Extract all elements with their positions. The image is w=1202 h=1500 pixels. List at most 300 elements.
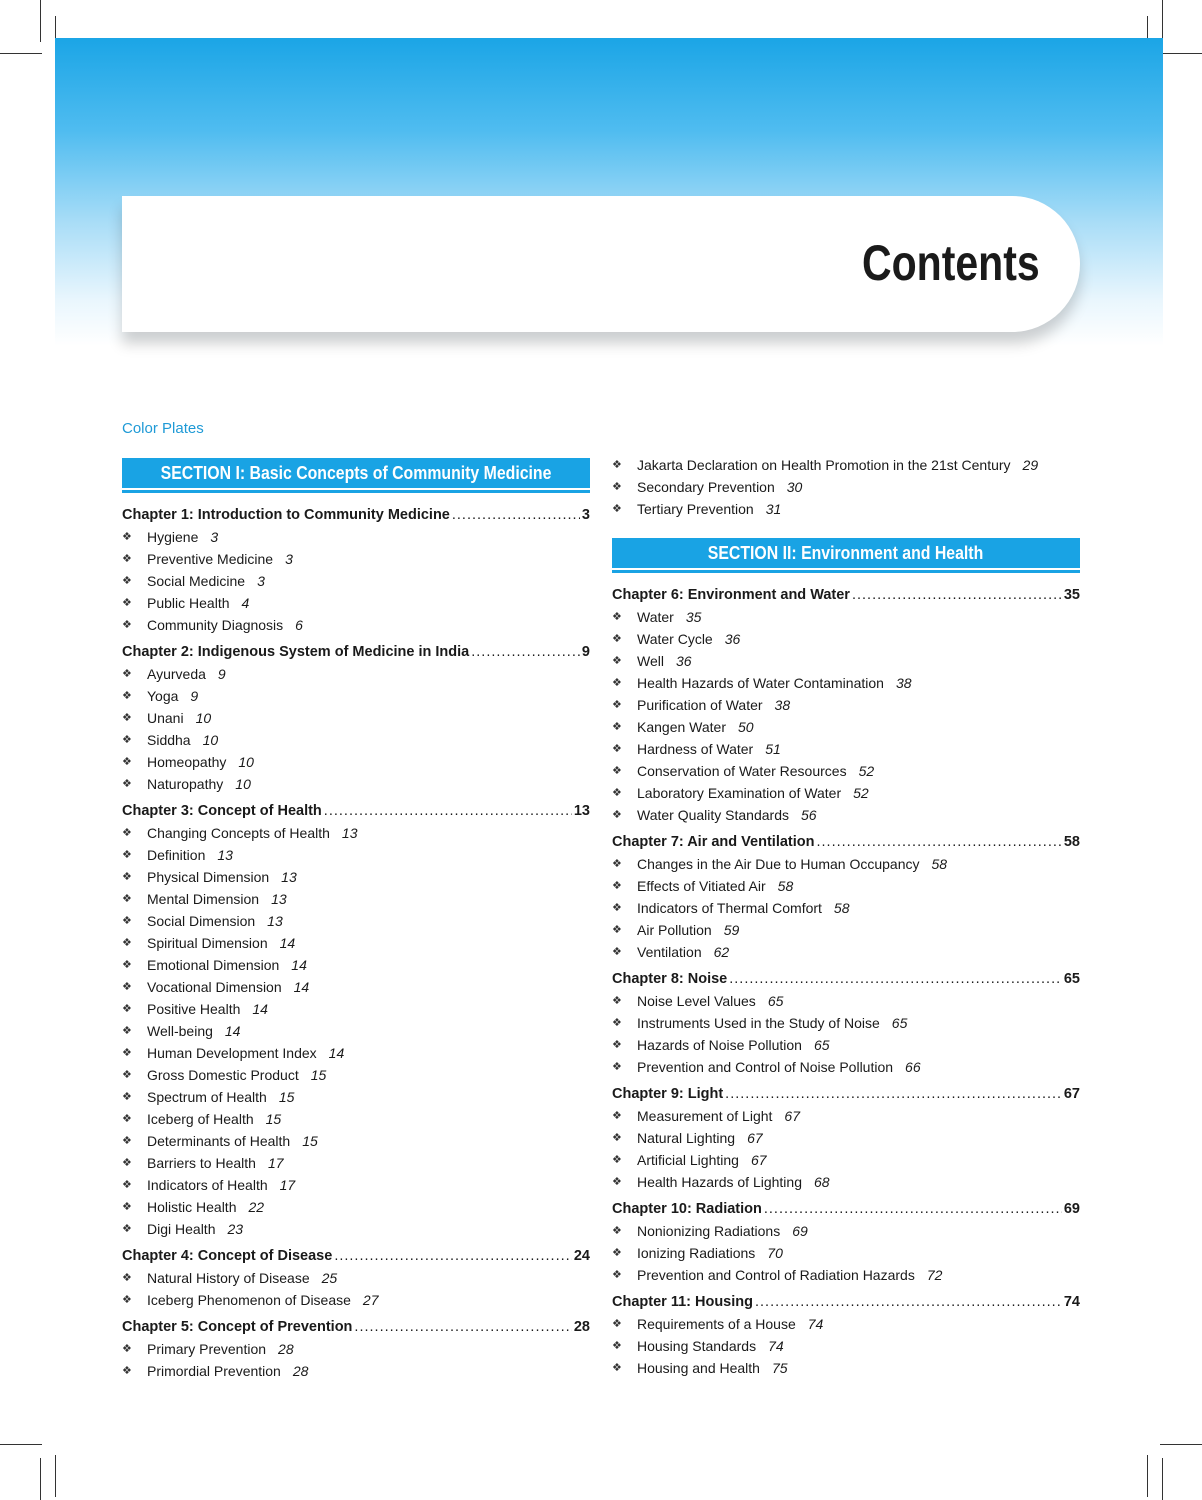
toc-item[interactable] bbox=[612, 853, 1080, 875]
toc-item-title: Indicators of Thermal Comfort bbox=[637, 900, 822, 916]
toc-item[interactable] bbox=[122, 773, 590, 795]
toc-item[interactable] bbox=[612, 760, 1080, 782]
toc-item-page: 13 bbox=[267, 913, 283, 929]
toc-item-title: Nonionizing Radiations bbox=[637, 1223, 781, 1239]
toc-item[interactable] bbox=[612, 990, 1080, 1012]
toc-item[interactable] bbox=[122, 1174, 590, 1196]
bullet-icon: ❖ bbox=[122, 1157, 132, 1169]
bullet-icon: ❖ bbox=[612, 503, 622, 515]
bullet-icon: ❖ bbox=[122, 1223, 132, 1235]
bullet-icon: ❖ bbox=[122, 1294, 132, 1306]
toc-item-title: Spiritual Dimension bbox=[147, 935, 268, 951]
bullet-icon: ❖ bbox=[122, 915, 132, 927]
bullet-icon: ❖ bbox=[122, 668, 132, 680]
toc-item[interactable] bbox=[122, 844, 590, 866]
bullet-icon: ❖ bbox=[612, 858, 622, 870]
bullet-icon: ❖ bbox=[612, 699, 622, 711]
toc-item[interactable] bbox=[122, 1020, 590, 1042]
toc-item[interactable] bbox=[612, 694, 1080, 716]
toc-item[interactable] bbox=[612, 875, 1080, 897]
dot-leader bbox=[729, 968, 1062, 990]
chapter-title: Chapter 6: Environment and Water bbox=[612, 587, 850, 603]
toc-item[interactable] bbox=[122, 1064, 590, 1086]
toc-item-page: 59 bbox=[723, 922, 740, 938]
crop-mark bbox=[1160, 53, 1202, 54]
toc-item-page: 38 bbox=[774, 697, 791, 713]
toc-item-page: 6 bbox=[295, 617, 303, 633]
toc-item-title: Conservation of Water Resources bbox=[637, 763, 847, 779]
toc-item-page: 74 bbox=[768, 1338, 784, 1354]
toc-item-page: 13 bbox=[217, 847, 233, 863]
toc-item-page: 10 bbox=[195, 710, 212, 726]
bullet-icon: ❖ bbox=[612, 880, 622, 892]
chapter-page: 13 bbox=[573, 803, 590, 819]
toc-item[interactable] bbox=[122, 1152, 590, 1174]
crop-mark bbox=[0, 1444, 42, 1445]
toc-item-title: Jakarta Declaration on Health Promotion in the 21st Century bbox=[637, 457, 1011, 473]
crop-mark bbox=[40, 1458, 41, 1500]
toc-item-title: Primary Prevention bbox=[147, 1341, 267, 1357]
toc-item[interactable] bbox=[122, 976, 590, 998]
toc-item-title: Definition bbox=[147, 847, 206, 863]
toc-item-page: 50 bbox=[737, 719, 754, 735]
toc-item-page: 3 bbox=[285, 551, 293, 567]
toc-item-title: Water Cycle bbox=[637, 631, 713, 647]
toc-item-page: 15 bbox=[265, 1111, 282, 1127]
toc-item[interactable] bbox=[122, 1042, 590, 1064]
toc-item-page: 13 bbox=[281, 869, 297, 885]
toc-item-title: Social Dimension bbox=[147, 913, 256, 929]
toc-item-title: Measurement of Light bbox=[637, 1108, 773, 1124]
toc-item[interactable] bbox=[612, 941, 1080, 963]
toc-item-page: 14 bbox=[293, 979, 310, 995]
bullet-icon: ❖ bbox=[122, 734, 132, 746]
crop-mark bbox=[1147, 1455, 1148, 1497]
bullet-icon: ❖ bbox=[612, 1269, 622, 1281]
toc-item[interactable] bbox=[612, 1149, 1080, 1171]
toc-item[interactable] bbox=[612, 1012, 1080, 1034]
toc-item[interactable] bbox=[612, 672, 1080, 694]
toc-item[interactable] bbox=[612, 1313, 1080, 1335]
crop-mark bbox=[1162, 1458, 1163, 1500]
toc-item-page: 14 bbox=[291, 957, 307, 973]
chapter-page: 58 bbox=[1063, 834, 1080, 850]
chapter-page: 65 bbox=[1063, 971, 1080, 987]
toc-item-page: 51 bbox=[765, 741, 781, 757]
dot-leader bbox=[817, 831, 1062, 853]
toc-item-page: 70 bbox=[767, 1245, 783, 1261]
bullet-icon: ❖ bbox=[612, 1340, 622, 1352]
bullet-icon: ❖ bbox=[122, 1179, 132, 1191]
toc-item-title: Homeopathy bbox=[147, 754, 227, 770]
chapter-title: Chapter 5: Concept of Prevention bbox=[122, 1319, 353, 1335]
toc-item[interactable] bbox=[612, 1056, 1080, 1078]
toc-item[interactable] bbox=[612, 1357, 1080, 1379]
bullet-icon: ❖ bbox=[122, 553, 132, 565]
toc-item[interactable] bbox=[122, 998, 590, 1020]
toc-item-title: Spectrum of Health bbox=[147, 1089, 267, 1105]
toc-item-page: 15 bbox=[302, 1133, 318, 1149]
bullet-icon: ❖ bbox=[122, 712, 132, 724]
toc-item[interactable] bbox=[612, 738, 1080, 760]
section-header bbox=[122, 458, 590, 490]
toc-item[interactable] bbox=[122, 954, 590, 976]
toc-item-title: Siddha bbox=[147, 732, 191, 748]
toc-item-title: Holistic Health bbox=[147, 1199, 237, 1215]
title-panel bbox=[122, 196, 1080, 332]
bullet-icon: ❖ bbox=[122, 1343, 132, 1355]
toc-item-title: Requirements of a House bbox=[637, 1316, 796, 1332]
toc-item-title: Ventilation bbox=[637, 944, 702, 960]
dot-leader bbox=[852, 584, 1062, 606]
chapter-title: Chapter 1: Introduction to Community Medicine bbox=[122, 507, 450, 523]
bullet-icon: ❖ bbox=[122, 690, 132, 702]
toc-item[interactable] bbox=[122, 1130, 590, 1152]
toc-item-title: Yoga bbox=[147, 688, 179, 704]
toc-item-title: Physical Dimension bbox=[147, 869, 270, 885]
toc-item-title: Iceberg of Health bbox=[147, 1111, 254, 1127]
toc-item-title: Natural History of Disease bbox=[147, 1270, 310, 1286]
bullet-icon: ❖ bbox=[612, 1318, 622, 1330]
chapter-title: Chapter 11: Housing bbox=[612, 1294, 753, 1310]
bullet-icon: ❖ bbox=[122, 597, 132, 609]
toc-item-page: 14 bbox=[224, 1023, 241, 1039]
bullet-icon: ❖ bbox=[612, 924, 622, 936]
toc-item-title: Instruments Used in the Study of Noise bbox=[637, 1015, 880, 1031]
bullet-icon: ❖ bbox=[612, 1225, 622, 1237]
bullet-icon: ❖ bbox=[122, 619, 132, 631]
chapter-entry[interactable] bbox=[122, 800, 590, 822]
chapter-entry[interactable] bbox=[612, 831, 1080, 853]
toc-item-title: Natural Lighting bbox=[637, 1130, 736, 1146]
toc-item[interactable] bbox=[122, 592, 590, 614]
toc-item[interactable] bbox=[612, 628, 1080, 650]
dot-leader bbox=[334, 1245, 572, 1267]
toc-item-title: Well-being bbox=[147, 1023, 213, 1039]
chapter-title: Chapter 8: Noise bbox=[612, 971, 728, 987]
chapter-entry[interactable] bbox=[612, 584, 1080, 606]
page-title: Contents bbox=[862, 235, 1040, 291]
toc-item-page: 15 bbox=[278, 1089, 295, 1105]
toc-item-title: Emotional Dimension bbox=[147, 957, 280, 973]
toc-item[interactable] bbox=[122, 707, 590, 729]
chapter-title: Chapter 10: Radiation bbox=[612, 1201, 762, 1217]
bullet-icon: ❖ bbox=[612, 721, 622, 733]
toc-item[interactable] bbox=[612, 606, 1080, 628]
toc-item-title: Effects of Vitiated Air bbox=[637, 878, 766, 894]
crop-mark bbox=[1160, 1444, 1202, 1445]
dot-leader bbox=[755, 1291, 1062, 1313]
toc-item-title: Positive Health bbox=[147, 1001, 241, 1017]
chapter-page: 74 bbox=[1063, 1294, 1080, 1310]
toc-item[interactable] bbox=[122, 932, 590, 954]
bullet-icon: ❖ bbox=[612, 809, 622, 821]
toc-item-title: Naturopathy bbox=[147, 776, 224, 792]
toc-item-page: 13 bbox=[341, 825, 358, 841]
crop-mark bbox=[55, 1455, 56, 1497]
bullet-icon: ❖ bbox=[612, 1132, 622, 1144]
bullet-icon: ❖ bbox=[612, 1154, 622, 1166]
toc-item-page: 29 bbox=[1022, 457, 1039, 473]
toc-item-page: 9 bbox=[217, 666, 226, 682]
toc-item[interactable] bbox=[122, 729, 590, 751]
toc-item-title: Primordial Prevention bbox=[147, 1363, 281, 1379]
bullet-icon: ❖ bbox=[122, 1365, 132, 1377]
bullet-icon: ❖ bbox=[122, 849, 132, 861]
toc-item[interactable] bbox=[612, 804, 1080, 826]
toc-item-page: 67 bbox=[750, 1152, 767, 1168]
toc-item-page: 35 bbox=[685, 609, 702, 625]
toc-item-title: Unani bbox=[147, 710, 184, 726]
dot-leader bbox=[324, 800, 572, 822]
toc-item-page: 9 bbox=[190, 688, 199, 704]
dot-leader bbox=[725, 1083, 1062, 1105]
bullet-icon: ❖ bbox=[122, 756, 132, 768]
toc-item-page: 23 bbox=[227, 1221, 244, 1237]
toc-item-title: Preventive Medicine bbox=[147, 551, 274, 567]
toc-item[interactable] bbox=[122, 1086, 590, 1108]
crop-mark bbox=[0, 53, 42, 54]
toc-item-title: Ayurveda bbox=[147, 666, 206, 682]
bullet-icon: ❖ bbox=[122, 1069, 132, 1081]
toc-item-title: Community Diagnosis bbox=[147, 617, 284, 633]
toc-item[interactable] bbox=[612, 1034, 1080, 1056]
toc-item-title: Mental Dimension bbox=[147, 891, 260, 907]
toc-item-page: 36 bbox=[724, 631, 741, 647]
toc-item-title: Noise Level Values bbox=[637, 993, 756, 1009]
toc-item-title: Vocational Dimension bbox=[147, 979, 282, 995]
toc-item[interactable] bbox=[612, 498, 1080, 520]
chapter-page: 3 bbox=[581, 507, 590, 523]
toc-item-page: 30 bbox=[786, 479, 803, 495]
dot-leader bbox=[471, 641, 580, 663]
toc-item-page: 69 bbox=[792, 1223, 808, 1239]
chapter-entry[interactable] bbox=[612, 1198, 1080, 1220]
section-header bbox=[612, 538, 1080, 570]
toc-item-title: Water Quality Standards bbox=[637, 807, 789, 823]
toc-item[interactable] bbox=[122, 548, 590, 570]
toc-item-title: Water bbox=[637, 609, 674, 625]
bullet-icon: ❖ bbox=[122, 827, 132, 839]
toc-item[interactable] bbox=[612, 919, 1080, 941]
toc-item[interactable] bbox=[612, 650, 1080, 672]
toc-item-title: Human Development Index bbox=[147, 1045, 317, 1061]
bullet-icon: ❖ bbox=[612, 946, 622, 958]
toc-item-title: Public Health bbox=[147, 595, 230, 611]
toc-item-title: Digi Health bbox=[147, 1221, 216, 1237]
toc-item-page: 66 bbox=[905, 1059, 921, 1075]
chapter-page: 28 bbox=[573, 1319, 590, 1335]
bullet-icon: ❖ bbox=[612, 481, 622, 493]
bullet-icon: ❖ bbox=[122, 1201, 132, 1213]
toc-item-page: 10 bbox=[235, 776, 251, 792]
bullet-icon: ❖ bbox=[612, 743, 622, 755]
toc-item-page: 28 bbox=[278, 1341, 294, 1357]
toc-item[interactable] bbox=[122, 1196, 590, 1218]
bullet-icon: ❖ bbox=[612, 611, 622, 623]
chapter-entry[interactable] bbox=[122, 504, 590, 526]
bullet-icon: ❖ bbox=[612, 1061, 622, 1073]
toc-right-column bbox=[612, 454, 1080, 1379]
toc-item-page: 10 bbox=[238, 754, 254, 770]
bullet-icon: ❖ bbox=[612, 633, 622, 645]
toc-item[interactable] bbox=[122, 1360, 590, 1382]
toc-item-title: Social Medicine bbox=[147, 573, 246, 589]
bullet-icon: ❖ bbox=[612, 1017, 622, 1029]
toc-item-page: 15 bbox=[310, 1067, 327, 1083]
chapter-title: Chapter 3: Concept of Health bbox=[122, 803, 322, 819]
toc-item-page: 74 bbox=[807, 1316, 824, 1332]
toc-item-title: Well bbox=[637, 653, 664, 669]
toc-item-page: 58 bbox=[931, 856, 948, 872]
chapter-title: Chapter 2: Indigenous System of Medicine in India bbox=[122, 644, 470, 660]
bullet-icon: ❖ bbox=[612, 995, 622, 1007]
bullet-icon: ❖ bbox=[122, 778, 132, 790]
bullet-icon: ❖ bbox=[612, 1039, 622, 1051]
toc-item[interactable] bbox=[122, 526, 590, 548]
toc-item-title: Changing Concepts of Health bbox=[147, 825, 330, 841]
crop-mark bbox=[40, 0, 41, 42]
bullet-icon: ❖ bbox=[122, 937, 132, 949]
bullet-icon: ❖ bbox=[612, 1247, 622, 1259]
toc-item-page: 14 bbox=[279, 935, 296, 951]
toc-item[interactable] bbox=[122, 570, 590, 592]
chapter-title: Chapter 7: Air and Ventilation bbox=[612, 834, 815, 850]
toc-item-page: 14 bbox=[328, 1045, 345, 1061]
toc-item[interactable] bbox=[122, 1108, 590, 1130]
chapter-entry[interactable] bbox=[122, 641, 590, 663]
toc-item-title: Air Pollution bbox=[637, 922, 712, 938]
dot-leader bbox=[452, 504, 580, 526]
toc-item-title: Determinants of Health bbox=[147, 1133, 291, 1149]
bullet-icon: ❖ bbox=[612, 1362, 622, 1374]
toc-item[interactable] bbox=[612, 716, 1080, 738]
toc-item-page: 65 bbox=[813, 1037, 830, 1053]
toc-item[interactable] bbox=[122, 1218, 590, 1240]
dot-leader bbox=[764, 1198, 1062, 1220]
toc-item-title: Indicators of Health bbox=[147, 1177, 268, 1193]
chapter-title: Chapter 4: Concept of Disease bbox=[122, 1248, 333, 1264]
chapter-entry[interactable] bbox=[612, 968, 1080, 990]
toc-item-page: 67 bbox=[747, 1130, 763, 1146]
bullet-icon: ❖ bbox=[612, 655, 622, 667]
toc-item[interactable] bbox=[612, 1335, 1080, 1357]
bullet-icon: ❖ bbox=[612, 677, 622, 689]
toc-item-title: Purification of Water bbox=[637, 697, 763, 713]
toc-item-page: 14 bbox=[252, 1001, 268, 1017]
toc-item-title: Prevention and Control of Noise Pollution bbox=[637, 1059, 894, 1075]
toc-item[interactable] bbox=[122, 822, 590, 844]
chapter-page: 24 bbox=[573, 1248, 590, 1264]
toc-item-page: 3 bbox=[257, 573, 265, 589]
toc-item-title: Ionizing Radiations bbox=[637, 1245, 756, 1261]
toc-item-page: 3 bbox=[210, 529, 219, 545]
bullet-icon: ❖ bbox=[122, 1091, 132, 1103]
toc-item-title: Barriers to Health bbox=[147, 1155, 256, 1171]
toc-item[interactable] bbox=[122, 1267, 590, 1289]
toc-item-page: 17 bbox=[279, 1177, 296, 1193]
toc-item[interactable] bbox=[612, 782, 1080, 804]
toc-item-page: 52 bbox=[858, 763, 875, 779]
toc-item-page: 65 bbox=[767, 993, 784, 1009]
toc-item-title: Laboratory Examination of Water bbox=[637, 785, 842, 801]
bullet-icon: ❖ bbox=[122, 871, 132, 883]
toc-item-page: 36 bbox=[675, 653, 692, 669]
toc-item-page: 68 bbox=[814, 1174, 830, 1190]
section-title: SECTION II: Environment and Health bbox=[708, 543, 984, 563]
toc-item[interactable] bbox=[122, 1289, 590, 1311]
bullet-icon: ❖ bbox=[122, 1113, 132, 1125]
toc-item-page: 4 bbox=[241, 595, 250, 611]
toc-item-title: Gross Domestic Product bbox=[147, 1067, 299, 1083]
crop-mark bbox=[1162, 0, 1163, 42]
toc-item[interactable] bbox=[612, 897, 1080, 919]
toc-item-page: 27 bbox=[362, 1292, 379, 1308]
bullet-icon: ❖ bbox=[612, 787, 622, 799]
toc-item-page: 13 bbox=[271, 891, 287, 907]
toc-item-page: 58 bbox=[833, 900, 850, 916]
toc-item-page: 38 bbox=[895, 675, 912, 691]
chapter-entry[interactable] bbox=[612, 1291, 1080, 1313]
bullet-icon: ❖ bbox=[612, 902, 622, 914]
toc-item[interactable] bbox=[122, 614, 590, 636]
chapter-entry[interactable] bbox=[122, 1316, 590, 1338]
chapter-entry[interactable] bbox=[122, 1245, 590, 1267]
toc-item-page: 25 bbox=[321, 1270, 338, 1286]
bullet-icon: ❖ bbox=[122, 1047, 132, 1059]
bullet-icon: ❖ bbox=[122, 893, 132, 905]
toc-item[interactable] bbox=[122, 888, 590, 910]
chapter-entry[interactable] bbox=[612, 1083, 1080, 1105]
toc-item[interactable] bbox=[122, 751, 590, 773]
toc-item[interactable] bbox=[612, 1127, 1080, 1149]
toc-item[interactable] bbox=[122, 910, 590, 932]
toc-left-column bbox=[122, 458, 590, 1382]
toc-item[interactable] bbox=[122, 685, 590, 707]
toc-item-title: Tertiary Prevention bbox=[637, 501, 754, 517]
toc-item[interactable] bbox=[122, 663, 590, 685]
bullet-icon: ❖ bbox=[612, 1110, 622, 1122]
toc-item-page: 56 bbox=[801, 807, 817, 823]
toc-item-title: Hardness of Water bbox=[637, 741, 754, 757]
bullet-icon: ❖ bbox=[122, 575, 132, 587]
dot-leader bbox=[354, 1316, 571, 1338]
toc-item[interactable] bbox=[612, 1264, 1080, 1286]
toc-item[interactable] bbox=[612, 476, 1080, 498]
color-plates-link[interactable]: Color Plates bbox=[122, 420, 204, 437]
toc-item-title: Iceberg Phenomenon of Disease bbox=[147, 1292, 351, 1308]
chapter-title: Chapter 9: Light bbox=[612, 1086, 724, 1102]
toc-item-title: Housing and Health bbox=[637, 1360, 760, 1376]
toc-item[interactable] bbox=[122, 1338, 590, 1360]
chapter-page: 67 bbox=[1063, 1086, 1080, 1102]
toc-item[interactable] bbox=[612, 1105, 1080, 1127]
toc-item[interactable] bbox=[122, 866, 590, 888]
toc-item[interactable] bbox=[612, 1220, 1080, 1242]
toc-item-title: Prevention and Control of Radiation Hazards bbox=[637, 1267, 915, 1283]
toc-item[interactable] bbox=[612, 1242, 1080, 1264]
toc-item[interactable] bbox=[612, 1171, 1080, 1193]
toc-item-page: 10 bbox=[202, 732, 219, 748]
bullet-icon: ❖ bbox=[612, 765, 622, 777]
bullet-icon: ❖ bbox=[122, 959, 132, 971]
toc-item-title: Secondary Prevention bbox=[637, 479, 775, 495]
bullet-icon: ❖ bbox=[122, 1272, 132, 1284]
toc-item-page: 62 bbox=[713, 944, 730, 960]
toc-item-title: Health Hazards of Lighting bbox=[637, 1174, 802, 1190]
bullet-icon: ❖ bbox=[122, 981, 132, 993]
toc-item[interactable] bbox=[612, 454, 1080, 476]
